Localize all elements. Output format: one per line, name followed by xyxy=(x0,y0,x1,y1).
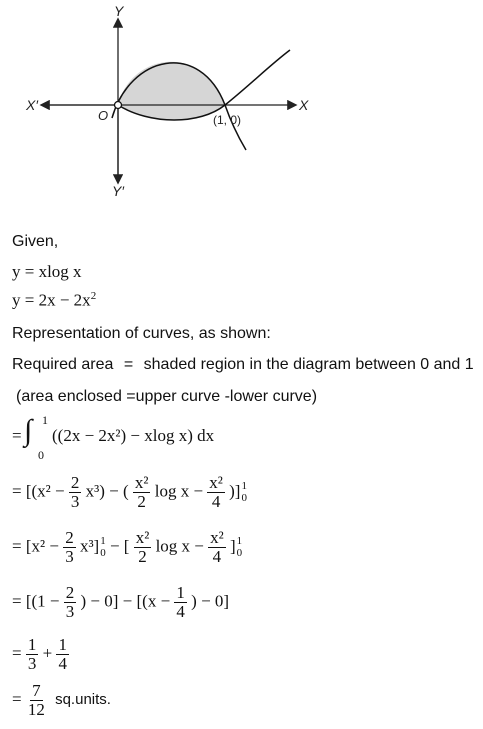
lim-lo: 0 xyxy=(100,547,106,560)
step-4-a: = [(1 − xyxy=(12,591,60,611)
lim-up: 1 xyxy=(100,535,106,548)
den: 4 xyxy=(58,653,67,673)
num: 2 xyxy=(70,473,80,492)
fraction xyxy=(69,474,82,511)
area-note: (area enclosed =upper curve -lower curve) xyxy=(16,388,318,405)
den: 3 xyxy=(65,601,75,621)
fraction xyxy=(208,529,226,566)
integrand: ((2x − 2x²) − xlog x) dx xyxy=(52,426,215,445)
fraction xyxy=(133,474,151,511)
shaded-region xyxy=(118,62,225,120)
step-4-b: ) − 0] − [(x − xyxy=(80,591,171,611)
den: 3 xyxy=(70,491,80,511)
num: x² xyxy=(209,473,223,492)
num: 7 xyxy=(32,681,41,700)
x-axis-label: X xyxy=(299,97,309,113)
fraction xyxy=(134,529,152,566)
step-5-a: = xyxy=(12,643,22,663)
equation-2-exp: 2 xyxy=(90,290,97,302)
y-axis-label: Y xyxy=(114,3,124,19)
fraction xyxy=(174,584,187,621)
lim-lo: 0 xyxy=(241,492,247,505)
step-2-d: )] xyxy=(229,481,241,501)
origin-label: O xyxy=(98,108,109,123)
fraction xyxy=(56,636,69,673)
fraction xyxy=(64,584,77,621)
limits xyxy=(237,535,243,559)
required-area-line xyxy=(12,356,474,374)
equation-2-body: y = 2x − 2x xyxy=(12,290,91,310)
step-4-c: ) − 0] xyxy=(191,591,230,611)
step-3-e: ] xyxy=(229,536,236,556)
step-2 xyxy=(12,474,247,511)
equation-2 xyxy=(12,290,96,311)
integral-upper: 1 xyxy=(42,413,48,427)
limits xyxy=(100,535,106,559)
integral-sign: ∫ xyxy=(24,414,33,447)
limits xyxy=(241,480,247,504)
origin-point xyxy=(115,102,122,109)
den: 3 xyxy=(65,546,74,566)
step-3-b: x³] xyxy=(79,536,100,556)
lim-lo: 0 xyxy=(236,547,243,560)
den: 4 xyxy=(212,546,222,566)
step-2-a: = [(x² − xyxy=(12,481,65,501)
den: 4 xyxy=(176,601,185,621)
step-3 xyxy=(12,529,242,566)
step-2-c: log x − xyxy=(154,481,204,501)
point-label: (1, 0) xyxy=(213,113,242,127)
den: 4 xyxy=(211,491,221,511)
step-1-eq: = xyxy=(12,426,22,445)
required-rhs: shaded region in the diagram between 0 and 1 xyxy=(143,356,474,373)
step-5 xyxy=(12,636,69,673)
fraction xyxy=(63,529,76,566)
den: 2 xyxy=(137,491,146,511)
representation-text: Representation of curves, as shown: xyxy=(12,325,271,342)
num: x² xyxy=(210,528,224,547)
given-label: Given, xyxy=(12,233,59,250)
lim-up: 1 xyxy=(236,535,243,548)
num: 2 xyxy=(65,528,74,547)
fraction xyxy=(26,636,39,673)
units-label: sq.units. xyxy=(55,691,111,709)
required-lhs: Required area xyxy=(12,356,114,373)
den: 3 xyxy=(27,653,37,673)
integral-lower: 0 xyxy=(38,448,44,462)
step-3-a: = [x² − xyxy=(12,536,59,556)
step-3-d: log x − xyxy=(155,536,204,556)
num: 2 xyxy=(65,583,75,602)
step-3-c: − [ xyxy=(109,536,130,556)
num: 1 xyxy=(58,635,67,654)
num: x² xyxy=(135,528,150,547)
step-6-a: = xyxy=(12,689,22,709)
fraction xyxy=(26,682,47,719)
step-5-b: + xyxy=(42,643,53,663)
lim-up: 1 xyxy=(241,480,247,493)
x-neg-label: X′ xyxy=(26,97,38,113)
den: 2 xyxy=(138,546,147,566)
y-neg-label: Y′ xyxy=(112,183,124,199)
equation-1: y = xlog x xyxy=(12,262,82,281)
curve-diagram xyxy=(0,0,483,210)
step-6 xyxy=(12,682,111,719)
num: 1 xyxy=(27,635,37,654)
fraction xyxy=(207,474,225,511)
num: x² xyxy=(134,473,149,492)
den: 12 xyxy=(27,699,45,719)
step-4 xyxy=(12,584,229,621)
step-2-b: x³) − ( xyxy=(85,481,129,501)
num: 1 xyxy=(176,583,185,602)
required-eq: = xyxy=(123,356,134,373)
